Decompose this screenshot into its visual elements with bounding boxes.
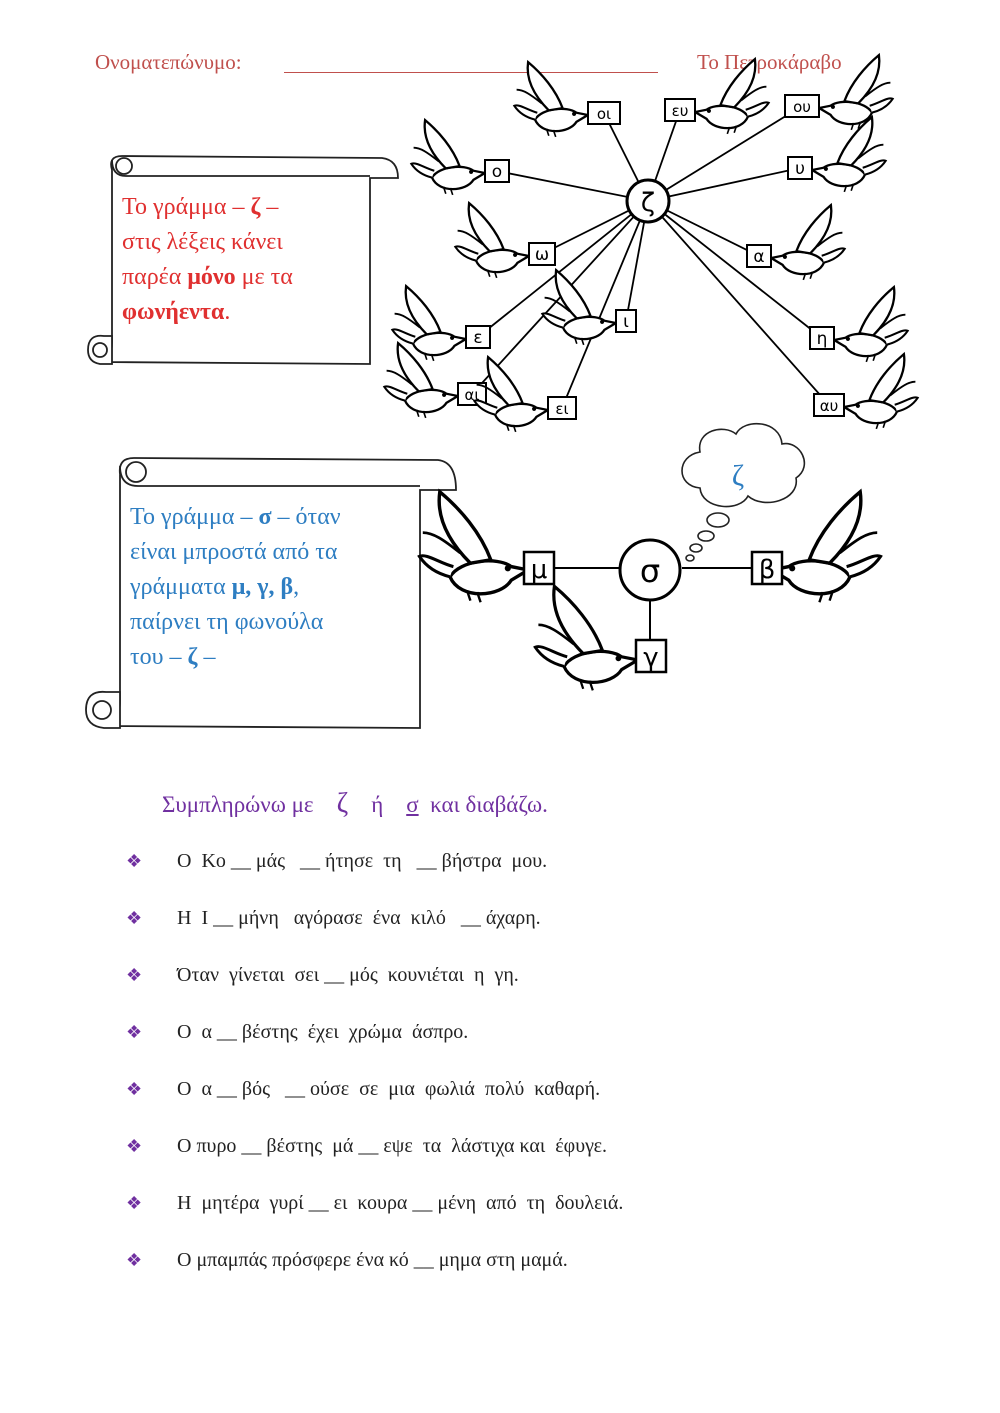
- exercise-sentence[interactable]: Ο α __ βέστης έχει χρώμα άσπρο.: [177, 1021, 469, 1043]
- bird-icon: [455, 203, 529, 278]
- center-letter-s: σ: [639, 552, 661, 590]
- bird-icon: [772, 492, 881, 603]
- rule-text: Το γράμμα –: [130, 504, 259, 530]
- exercise-sentence[interactable]: Ο Κο __ μάς __ ήτησε τη __ βήστρα μου.: [177, 850, 548, 872]
- rule-text: με τα: [235, 264, 293, 290]
- bird-icon: [844, 354, 918, 429]
- letter-box-text: υ: [795, 159, 805, 179]
- name-label: Ονοματεπώνυμο:: [95, 50, 242, 74]
- thought-letter-z: ζ: [731, 459, 745, 492]
- rule-text: του –: [130, 644, 188, 670]
- letter-box-text: ε: [473, 328, 483, 348]
- letter-box-m: μ: [530, 555, 548, 585]
- letter-box-text: ει: [555, 400, 569, 418]
- rule-emphasis: φωνήεντα: [122, 299, 225, 325]
- exercise-instruction: [162, 788, 548, 820]
- rule-text: ,: [293, 574, 300, 600]
- letter-box-text: α: [753, 247, 765, 267]
- rule-text: είναι μπροστά από τα: [130, 539, 338, 565]
- center-letter-z: ζ: [640, 188, 656, 218]
- letter-box-text: αυ: [819, 397, 839, 415]
- rule-text: παρέα: [122, 264, 188, 290]
- bird-icon: [384, 343, 458, 418]
- bird-icon: [834, 287, 908, 362]
- exercise-sentence[interactable]: Ο α __ βός __ ούσε σε μια φωλιά πολύ καθαρή.: [177, 1078, 601, 1100]
- spoke-line: [648, 168, 800, 201]
- rule-box-s: [130, 500, 420, 675]
- rule-emphasis: μόνο: [187, 264, 236, 290]
- diamond-bullet-icon: ❖: [126, 965, 143, 985]
- diamond-bullet-icon: ❖: [126, 851, 143, 871]
- letter-box-g: γ: [643, 643, 659, 673]
- bird-icon: [419, 492, 528, 603]
- spoke-line: [648, 201, 829, 405]
- rule-text: .: [224, 299, 231, 325]
- instruction-text: και διαβάζω.: [418, 792, 548, 817]
- diamond-bullet-icon: ❖: [126, 1079, 143, 1099]
- letter-box-text: ου: [793, 98, 811, 116]
- bird-icon: [695, 59, 769, 134]
- diamond-bullet-icon: ❖: [126, 1136, 143, 1156]
- letter-box-b: β: [758, 555, 776, 585]
- bird-icon: [535, 586, 637, 690]
- rule-text: –: [197, 644, 216, 670]
- rule-text: –: [260, 194, 279, 220]
- instruction-text: ή: [348, 792, 407, 817]
- spoke-line: [497, 171, 648, 201]
- letter-box-text: ο: [491, 162, 503, 182]
- bird-icon: [771, 205, 845, 280]
- diamond-bullet-icon: ❖: [126, 1193, 143, 1213]
- letter-box-text: ι: [623, 312, 629, 332]
- rule-text: – όταν: [271, 504, 341, 530]
- rule-letter: σ: [258, 504, 272, 530]
- rule-text: παίρνει τη φωνούλα: [130, 609, 324, 635]
- school-name: Το Πετροκάραβο: [697, 50, 842, 74]
- bird-icon: [514, 62, 588, 137]
- rule-letter: ζ: [187, 644, 198, 670]
- letter-box-text: ω: [534, 245, 550, 265]
- rule-box-z: [122, 190, 352, 330]
- diamond-bullet-icon: ❖: [126, 1250, 143, 1270]
- bird-icon: [819, 55, 893, 130]
- bird-icon: [411, 120, 485, 195]
- exercise-sentence[interactable]: Η Ι __ μήνη αγόρασε ένα κιλό __ άχαρη.: [177, 907, 541, 929]
- rule-text: Το γράμμα –: [122, 194, 251, 220]
- instruction-letter-z: ζ: [336, 788, 349, 819]
- bird-icon: [542, 270, 616, 345]
- rule-letter: ζ: [250, 194, 261, 220]
- thought-cloud: [682, 424, 804, 561]
- exercise-sentence[interactable]: Ο μπαμπάς πρόσφερε ένα κό __ μημα στη μαμά.: [177, 1249, 568, 1271]
- instruction-text: Συμπληρώνω με: [162, 792, 337, 817]
- letter-box-text: ευ: [671, 102, 689, 120]
- instruction-letter-s: σ: [406, 792, 419, 817]
- exercise-sentence[interactable]: Ο πυρο __ βέστης μά __ εψε τα λάστιχα και έφυγε.: [177, 1135, 608, 1157]
- diamond-bullet-icon: ❖: [126, 1022, 143, 1042]
- rule-text: γράμματα: [130, 574, 232, 600]
- exercise-sentence[interactable]: Η μητέρα γυρί __ ει κουρα __ μένη από τη δουλειά.: [177, 1192, 624, 1214]
- letter-box-text: η: [816, 329, 828, 349]
- rule-text: στις λέξεις κάνει: [122, 229, 283, 255]
- letter-box-text: αι: [464, 386, 480, 404]
- bird-icon: [812, 117, 886, 192]
- letter-box-text: οι: [596, 105, 612, 123]
- diamond-bullet-icon: ❖: [126, 908, 143, 928]
- rule-emphasis: μ, γ, β: [231, 574, 294, 600]
- exercise-sentence[interactable]: Όταν γίνεται σει __ μός κουνιέται η γη.: [177, 964, 519, 986]
